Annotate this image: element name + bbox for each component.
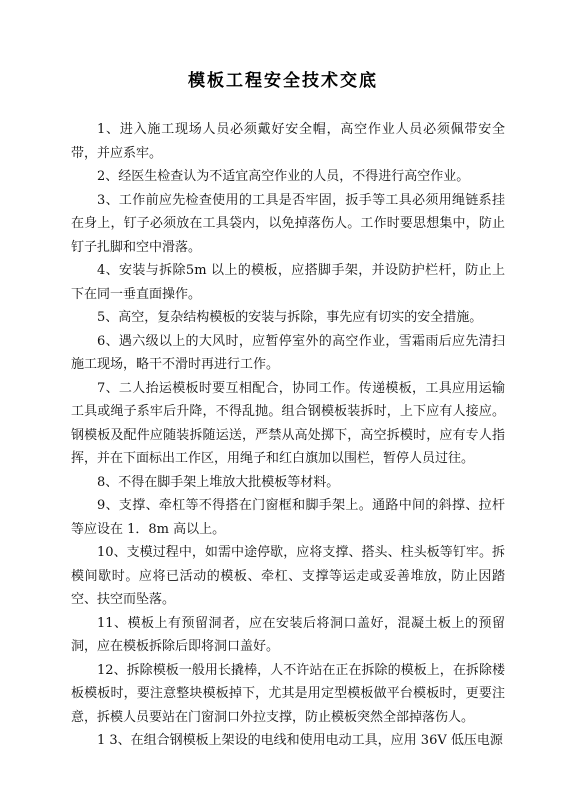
paragraph-6: 6、遇六级以上的大风时，应暂停室外的高空作业，雪霜雨后应先清扫施工现场，略干不滑时再进行工作。 [71, 333, 505, 372]
paragraph-8: 8、不得在脚手架上堆放大批模板等材料。 [97, 474, 340, 490]
paragraph-7: 7、二人抬运模板时要互相配合，协同工作。传递模板，工具应用运输工具或绳子系牢后升降，不得乱抛。组合钢模板装拆时，上下应有人接应。钢模板及配件应随装拆随运送，严禁从高处掷下，高空拆模时，应有专人指挥，并在下面标出工作区，用绳子和红白旗加以围栏，暂停人员过往。 [71, 380, 505, 466]
paragraph-10: 10、支模过程中，如需中途停歇，应将支撑、搭头、柱头板等钉牢。拆模间歇时。应将已活动的模板、牵杠、支撑等运走或妥善堆放，防止因踏空、扶空而坠落。 [71, 545, 505, 607]
paragraph-13: 1 3、在组合钢模板上架设的电线和使用电动工具，应用 36V 低压电源 [97, 733, 503, 748]
paragraph-3: 3、工作前应先检查使用的工具是否牢固，扳手等工具必须用绳链系挂在身上，钉子必须放在工具袋内，以免掉落伤人。工作时要思想集中，防止钉子扎脚和空中滑落。 [71, 192, 505, 255]
paragraph-12: 12、拆除模板一般用长撬棒，人不许站在正在拆除的模板上，在拆除楼板模板时，要注意整块模板掉下，尤其是用定型模板做平台模板时，更要注意，拆模人员要站在门窗洞口外拉支撑，防止模板突然全部掉落伤人。 [71, 662, 505, 725]
paragraph-9: 9、支撑、牵杠等不得搭在门窗框和脚手架上。通路中间的斜撑、拉杆等应设在 1．8m 高以上。 [71, 498, 505, 537]
paragraph-1: 1、进入施工现场人员必须戴好安全帽，高空作业人员必须佩带安全带，并应系牢。 [71, 122, 505, 161]
paragraph-5: 5、高空，复杂结构模板的安装与拆除，事先应有切实的安全措施。 [97, 310, 483, 325]
paragraph-4: 4、安装与拆除5m 以上的模板，应搭脚手架，并设防护栏杆，防止上下在同一垂直面操作。 [71, 263, 505, 302]
document-title: 模板工程安全技术交底 [188, 71, 378, 91]
paragraph-11: 11、模板上有预留洞者，应在安装后将洞口盖好，混凝土板上的预留洞，应在模板拆除后即将洞口盖好。 [71, 615, 505, 654]
document-body [71, 118, 505, 753]
paragraph-2: 2、经医生检查认为不适宜高空作业的人员，不得进行高空作业。 [97, 169, 470, 184]
